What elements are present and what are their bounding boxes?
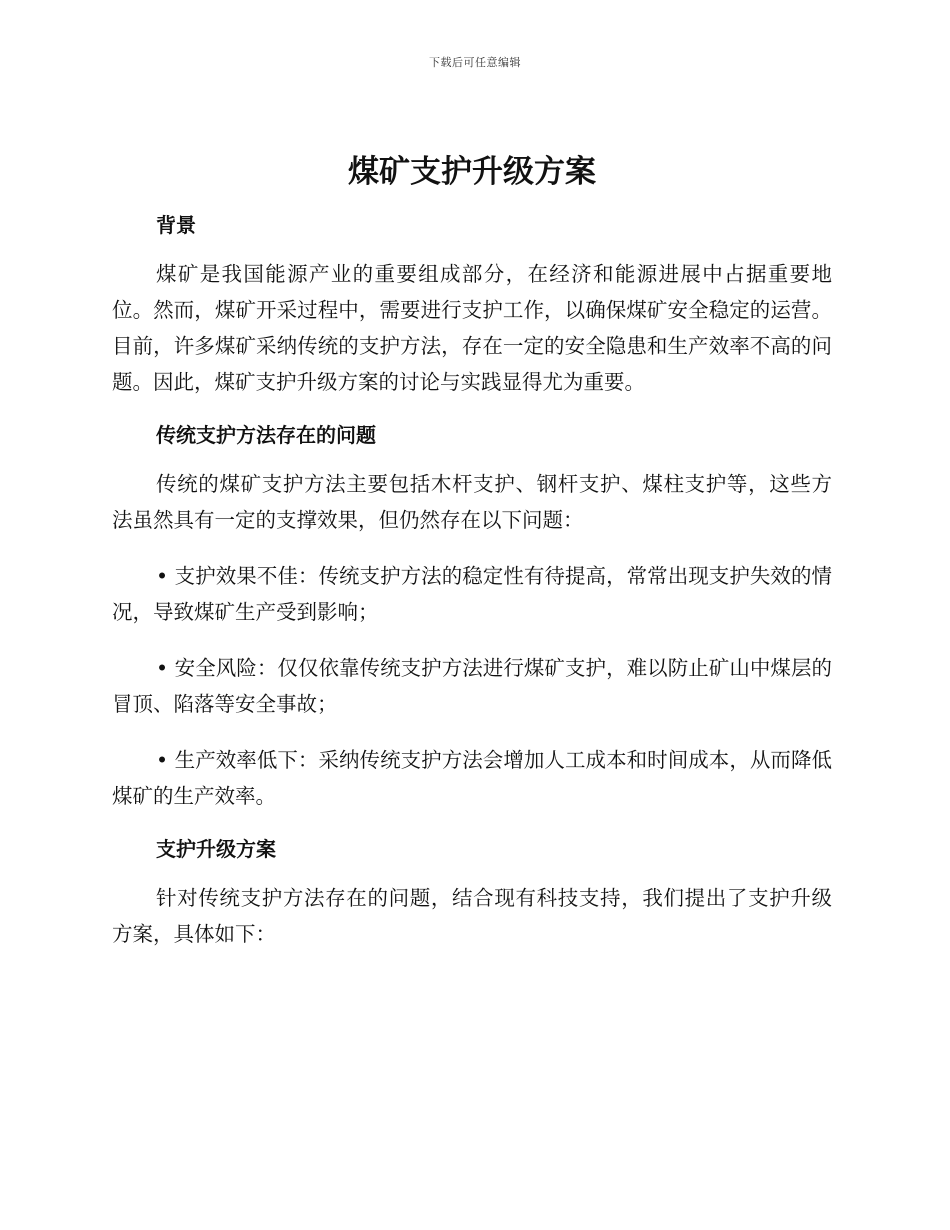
spacer	[112, 450, 832, 466]
bullet-item: • 安全风险：仅仅依靠传统支护方法进行煤矿支护，难以防止矿山中煤层的冒顶、陷落等安全事故；	[112, 656, 832, 716]
page-header-note: 下载后可任意编辑	[429, 56, 521, 69]
section-heading-background: 背景	[156, 213, 196, 237]
spacer	[112, 630, 832, 650]
spacer	[112, 538, 832, 558]
spacer	[112, 240, 832, 256]
spacer	[112, 400, 832, 420]
document-title: 煤矿支护升级方案	[348, 154, 596, 190]
spacer	[112, 864, 832, 880]
paragraph: 煤矿是我国能源产业的重要组成部分，在经济和能源进展中占据重要地位。然而，煤矿开采过程中，需要进行支护工作，以确保煤矿安全稳定的运营。目前，许多煤矿采纳传统的支护方法，存在一定的安全隐患和生产效率不高的问题。因此，煤矿支护升级方案的讨论与实践显得尤为重要。	[112, 262, 832, 394]
bullet-item: • 生产效率低下：采纳传统支护方法会增加人工成本和时间成本，从而降低煤矿的生产效率。	[112, 748, 832, 808]
bullet-item: • 支护效果不佳：传统支护方法的稳定性有待提高，常常出现支护失效的情况，导致煤矿生产受到影响；	[112, 564, 832, 624]
paragraph: 针对传统支护方法存在的问题，结合现有科技支持，我们提出了支护升级方案，具体如下：	[112, 886, 832, 946]
paragraph: 传统的煤矿支护方法主要包括木杆支护、钢杆支护、煤柱支护等，这些方法虽然具有一定的支撑效果，但仍然存在以下问题：	[112, 472, 832, 532]
section-heading-upgrade-plan: 支护升级方案	[156, 837, 276, 861]
spacer	[112, 814, 832, 834]
section-heading-traditional-problems: 传统支护方法存在的问题	[156, 423, 376, 447]
spacer	[112, 722, 832, 742]
document-body	[112, 148, 832, 952]
